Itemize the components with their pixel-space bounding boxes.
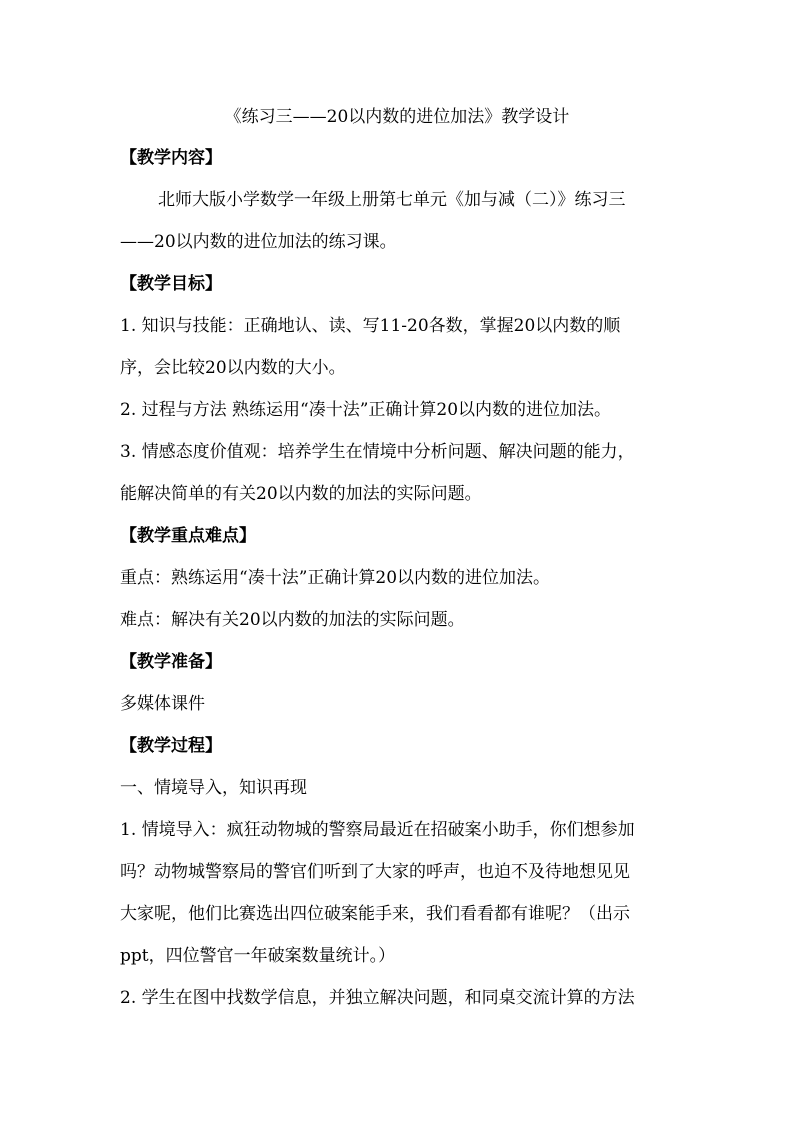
section-heading-key-points: 【教学重点难点】	[120, 526, 256, 546]
goals-line: 3. 情感态度价值观：培养学生在情境中分析问题、解决问题的能力，	[120, 442, 635, 462]
goals-line: 能解决简单的有关20以内数的加法的实际问题。	[120, 484, 482, 504]
goals-line: 2. 过程与方法 熟练运用“凑十法”正确计算20以内数的进位加法。	[120, 400, 612, 420]
goals-line: 1. 知识与技能：正确地认、读、写11-20各数，掌握20以内数的顺	[120, 316, 621, 336]
content-line: ——20以内数的进位加法的练习课。	[120, 232, 397, 252]
section-heading-content: 【教学内容】	[120, 148, 222, 168]
key-points-line: 重点：熟练运用“凑十法”正确计算20以内数的进位加法。	[120, 568, 551, 588]
process-line: 吗？动物城警察局的警官们听到了大家的呼声，也迫不及待地想见见	[120, 862, 630, 882]
section-heading-preparation: 【教学准备】	[120, 652, 222, 672]
section-heading-process: 【教学过程】	[120, 736, 222, 756]
key-points-line: 难点：解决有关20以内数的加法的实际问题。	[120, 610, 465, 630]
preparation-line: 多媒体课件	[120, 694, 205, 714]
process-line: ppt，四位警官一年破案数量统计。）	[120, 946, 396, 966]
content-line: 北师大版小学数学一年级上册第七单元《加与减（二）》练习三	[158, 190, 626, 210]
section-heading-goals: 【教学目标】	[120, 274, 222, 294]
goals-line: 序，会比较20以内数的大小。	[120, 358, 346, 378]
process-line: 一、情境导入，知识再现	[120, 778, 307, 798]
process-line: 大家呢，他们比赛选出四位破案能手来，我们看看都有谁呢？（出示	[120, 904, 630, 924]
process-line: 2. 学生在图中找数学信息，并独立解决问题，和同桌交流计算的方法	[120, 988, 635, 1008]
document-title: 《练习三——20以内数的进位加法》教学设计	[224, 107, 570, 127]
process-line: 1. 情境导入：疯狂动物城的警察局最近在招破案小助手，你们想参加	[120, 820, 635, 840]
